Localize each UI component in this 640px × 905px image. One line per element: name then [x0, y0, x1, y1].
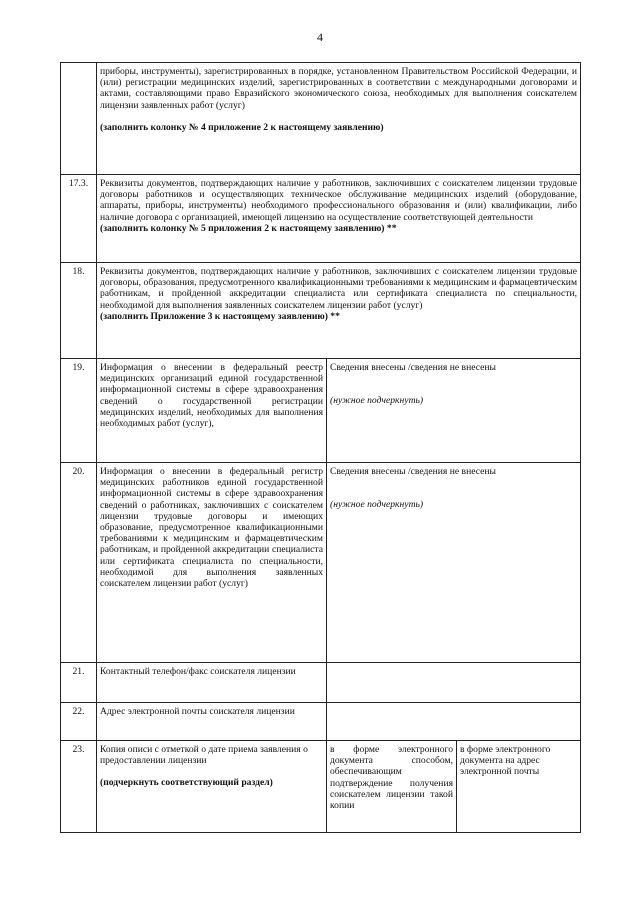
page-number: 4 — [317, 30, 323, 44]
row-text: Копия описи с отметкой о дате приема заявления о предоставлении лицензии — [100, 744, 308, 767]
application-form-table — [60, 62, 581, 833]
email-field[interactable] — [327, 703, 581, 741]
option-electronic-email[interactable]: в форме электронного документа на адрес электронной почты — [457, 741, 581, 833]
row-text: Реквизиты документов, подтверждающих наличие у работников, заключивших с соискателем лицензии трудовые договоры, образования, предусмотренного квалификационными требованиями к медицинским и фармацевтическим работникам, и пройденной аккредитации специалиста или сертификата специалиста по специальности, необходимой для выполнения заявленных соискателем лицензии работ (услуг) — [100, 266, 578, 311]
row-answer-cell[interactable] — [327, 359, 581, 463]
row-content — [97, 263, 581, 359]
row-number: 17.3. — [61, 175, 97, 263]
row-note: (заполнить Приложение 3 к настоящему заявлению) ** — [100, 310, 340, 322]
row-answer-cell[interactable] — [327, 463, 581, 663]
hint-text: (нужное подчеркнуть) — [330, 395, 424, 407]
row-text: приборы, инструменты), зарегистрированных в порядке, установленном Правительством Российской Федерации, и (или) регистрации медицинских изделий, зарегистрированных в соответствии с международными договорами и актами, составляющими право Евразийского экономического союза, необходимых для выполнения соискателем лицензии заявленных работ (услуг) — [100, 66, 578, 111]
row-text: Информация о внесении в федеральный регистр медицинских работников единой государственной информационной системы в сфере здравоохранения сведений о работниках, заключивших с соискателем лицензии трудовые договоры и имеющих образование, предусмотренное квалификационными требованиями к медицинским и фармацевтическим работникам, и пройденной аккредитации специалиста или сертификата специалиста по специальности, необходимой для выполнения заявленных соискателем лицензии работ (услуг) — [97, 463, 327, 663]
row-text: Адрес электронной почты соискателя лицензии — [97, 703, 327, 741]
row-20 — [61, 463, 581, 663]
row-number: 20. — [61, 463, 97, 663]
row-17-3 — [61, 175, 581, 263]
row-text: Информация о внесении в федеральный реестр медицинских организаций единой государственной информационной системы в сфере здравоохранения сведений о государственной регистрации медицинских изделий, необходимых для выполнения необходимых работ (услуг), — [97, 359, 327, 463]
row-number — [61, 63, 97, 175]
row-number: 22. — [61, 703, 97, 741]
row-content — [97, 63, 581, 175]
row-21 — [61, 663, 581, 703]
options-text[interactable]: Сведения внесены /сведения не внесены — [330, 466, 496, 477]
row-text: Контактный телефон/факс соискателя лицензии — [97, 663, 327, 703]
row-number: 21. — [61, 663, 97, 703]
phone-fax-field[interactable] — [327, 663, 581, 703]
row-17-2 — [61, 63, 581, 175]
row-number: 23. — [61, 741, 97, 833]
row-note: (подчеркнуть соответствующий раздел) — [100, 777, 273, 789]
row-content — [97, 741, 327, 833]
row-text: Реквизиты документов, подтверждающих наличие у работников, заключивших с соискателем лицензии трудовые договоры работников и осуществляющих техническое обслуживание медицинских изделий (оборудование, аппараты, приборы, инструменты) необходимого профессионального образования и (или) квалификации, либо наличие договора с организацией, имеющей лицензию на осуществление соответствующей деятельности — [100, 178, 578, 223]
row-22 — [61, 703, 581, 741]
row-number: 18. — [61, 263, 97, 359]
row-number: 19. — [61, 359, 97, 463]
row-note: (заполнить колонку № 4 приложение 2 к настоящему заявлению) — [100, 121, 384, 133]
row-23 — [61, 741, 581, 833]
hint-text: (нужное подчеркнуть) — [330, 499, 424, 511]
row-18 — [61, 263, 581, 359]
row-19 — [61, 359, 581, 463]
row-note: (заполнить колонку № 5 приложения 2 к настоящему заявлению) ** — [100, 222, 397, 234]
option-electronic-confirmation[interactable]: в форме электронного документа способом, обеспечивающим подтверждение получения соискателем лицензии такой копии — [327, 741, 457, 833]
options-text[interactable]: Сведения внесены /сведения не внесены — [330, 362, 496, 373]
row-content — [97, 175, 581, 263]
